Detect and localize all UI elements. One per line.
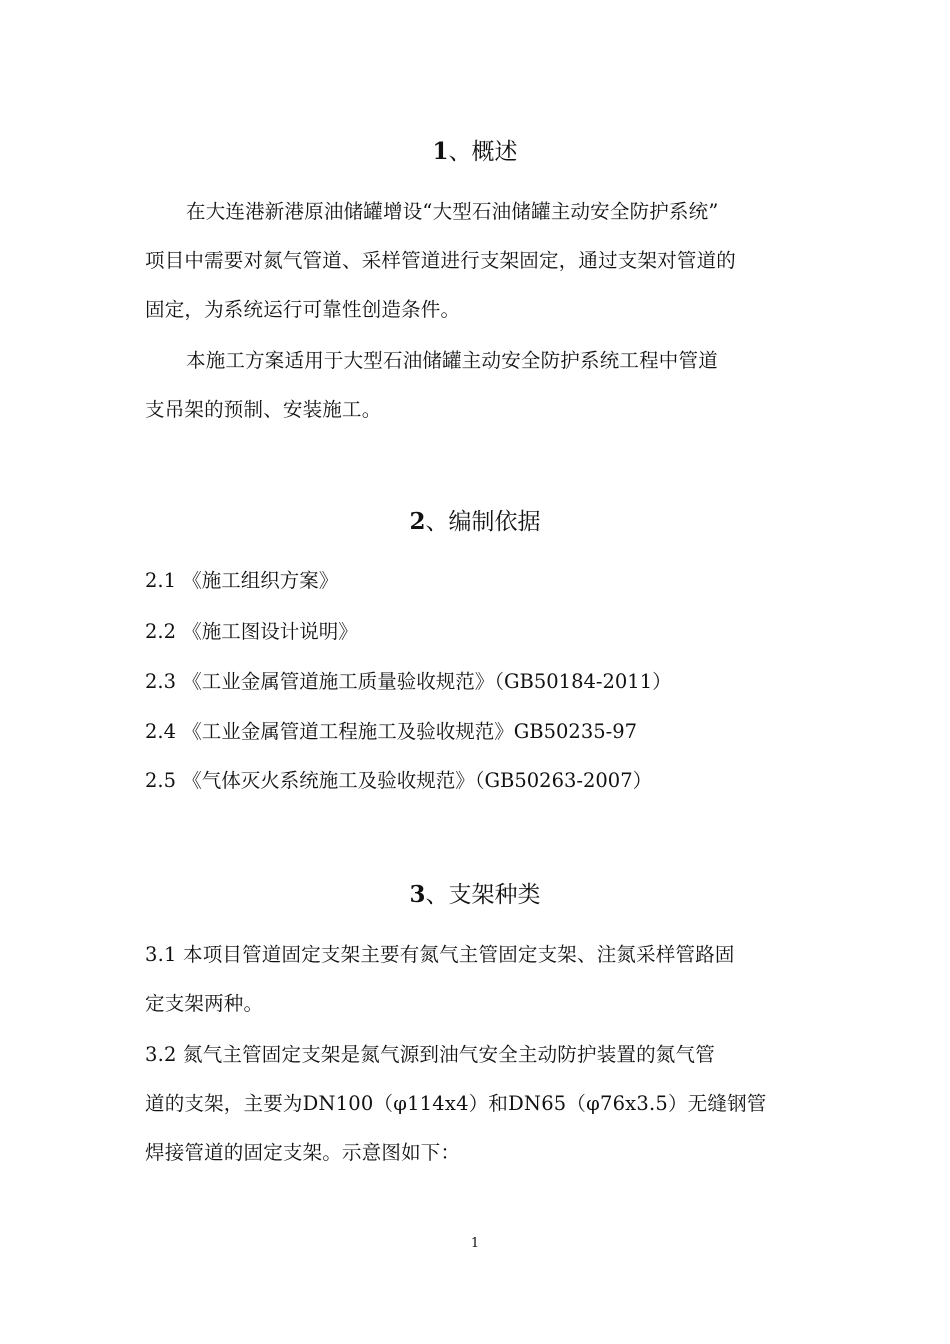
section-2-title: 、编制依据 [425, 509, 541, 535]
paragraph-line: 3.1 本项目管道固定支架主要有氮气主管固定支架、注氮采样管路固 [145, 943, 735, 966]
reference-item: 2.4 《工业金属管道工程施工及验收规范》GB50235-97 [145, 720, 638, 743]
section-2-heading [145, 507, 805, 537]
paragraph-line: 支吊架的预制、安装施工。 [145, 398, 382, 421]
paragraph-line: 3.2 氮气主管固定支架是氮气源到油气安全主动防护装置的氮气管 [145, 1043, 715, 1066]
section-1-title: 、概述 [448, 139, 518, 165]
section-1-number: 1 [432, 138, 449, 165]
paragraph-line: 定支架两种。 [145, 992, 264, 1015]
section-2-number: 2 [409, 508, 426, 535]
section-1-paragraph-1 [145, 187, 810, 334]
page-number: 1 [470, 1236, 480, 1251]
reference-item: 2.5 《气体灭火系统施工及验收规范》（GB50263-2007） [145, 769, 653, 792]
section-3-number: 3 [409, 881, 426, 908]
paragraph-line: 项目中需要对氮气管道、采样管道进行支架固定，通过支架对管道的 [145, 249, 737, 272]
paragraph-line: 本施工方案适用于大型石油储罐主动安全防护系统工程中管道 [186, 349, 718, 372]
reference-item: 2.1 《施工组织方案》 [145, 569, 339, 592]
paragraph-line: 焊接管道的固定支架。示意图如下： [145, 1141, 461, 1164]
section-1-paragraph-2 [145, 336, 810, 434]
reference-item: 2.2 《施工图设计说明》 [145, 620, 358, 643]
paragraph-line: 固定，为系统运行可靠性创造条件。 [145, 298, 461, 321]
section-3-title: 、支架种类 [425, 882, 541, 908]
section-3-paragraph-1 [145, 930, 810, 1028]
paragraph-line: 道的支架，主要为DN100（φ114x4）和DN65（φ76x3.5）无缝钢管 [145, 1092, 767, 1115]
section-1-heading [145, 137, 805, 167]
reference-item: 2.3 《工业金属管道施工质量验收规范》（GB50184-2011） [145, 670, 672, 693]
section-3-heading [145, 880, 805, 910]
paragraph-line: 在大连港新港原油储罐增设“大型石油储罐主动安全防护系统” [186, 200, 719, 223]
section-3-paragraph-2 [145, 1030, 810, 1177]
